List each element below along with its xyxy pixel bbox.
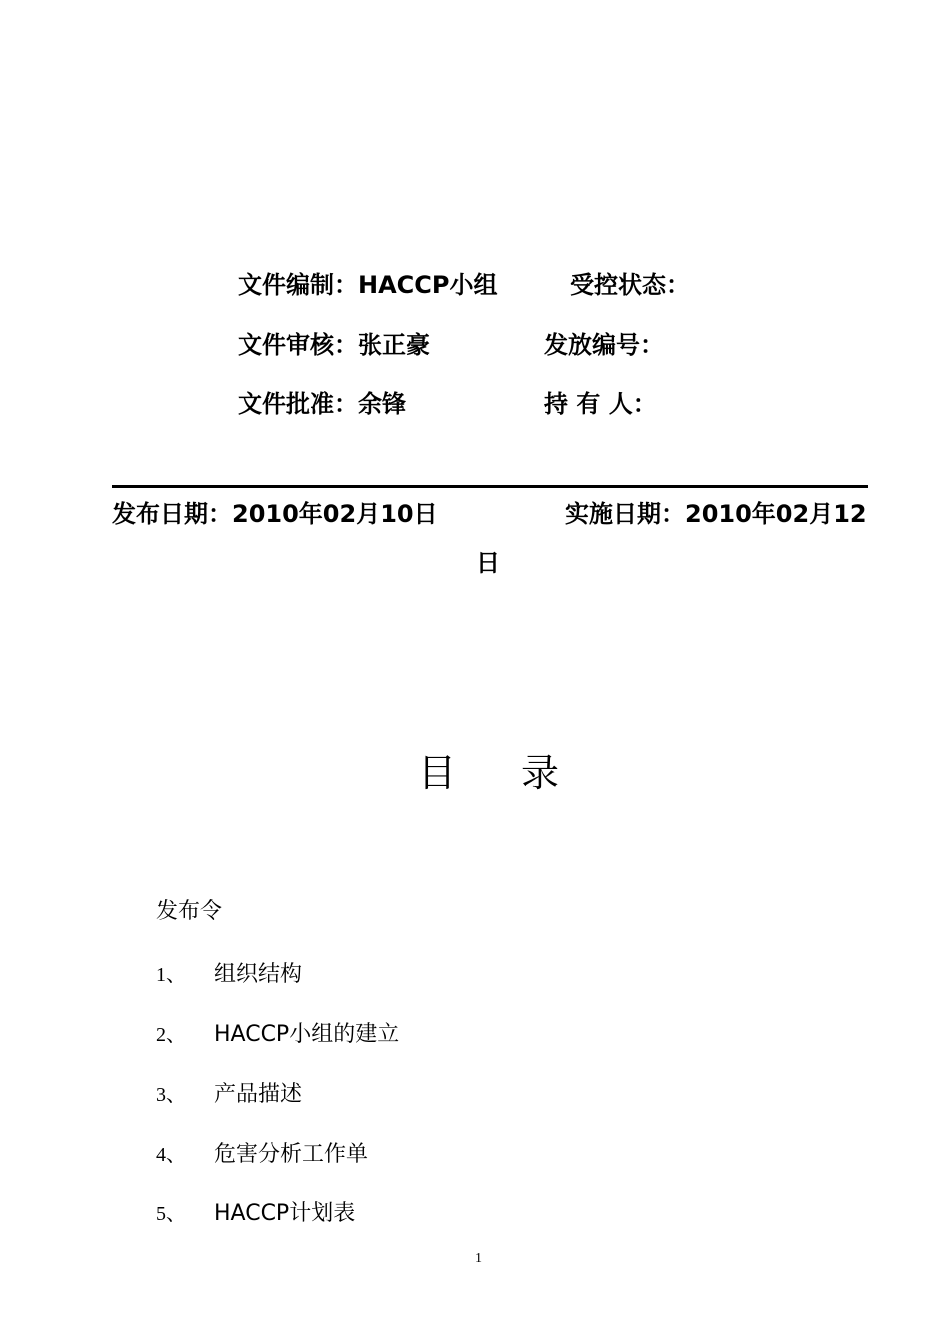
effective-date: 实施日期：2010年02月12 xyxy=(565,500,867,528)
toc-item-label[interactable]: HACCP计划表 xyxy=(214,1201,356,1226)
effective-date-wrap: 日 xyxy=(476,549,500,577)
page-number: 1 xyxy=(475,1251,482,1266)
approver-field: 文件批准：余锋 xyxy=(238,390,406,418)
toc-item-number: 5、 xyxy=(156,1203,186,1225)
toc-title-left: 目 xyxy=(418,751,457,795)
toc-item-number: 3、 xyxy=(156,1084,186,1106)
toc-preface[interactable]: 发布令 xyxy=(156,899,223,924)
toc-item-label[interactable]: 危害分析工作单 xyxy=(214,1142,369,1167)
issue-number-field: 发放编号： xyxy=(544,331,664,359)
toc-item[interactable] xyxy=(156,1197,186,1226)
toc-item-number: 2、 xyxy=(156,1024,186,1046)
toc-item[interactable] xyxy=(156,1078,186,1107)
toc-item[interactable] xyxy=(156,1018,186,1047)
toc-item[interactable] xyxy=(156,1138,186,1167)
toc-item-label[interactable]: HACCP小组的建立 xyxy=(214,1022,400,1047)
release-date: 发布日期：2010年02月10日 xyxy=(112,500,438,528)
toc-item-label[interactable]: 产品描述 xyxy=(214,1082,303,1107)
toc-item-number: 4、 xyxy=(156,1144,186,1166)
toc-item-number: 1、 xyxy=(156,964,186,986)
toc-title-right: 录 xyxy=(521,751,560,795)
control-status-field: 受控状态： xyxy=(570,271,690,299)
toc-item-label[interactable]: 组织结构 xyxy=(214,962,303,987)
reviewer-field: 文件审核：张正豪 xyxy=(238,331,430,359)
compiler-field: 文件编制：HACCP小组 xyxy=(238,271,498,299)
divider-rule xyxy=(112,485,868,488)
holder-field: 持 有 人： xyxy=(544,390,657,418)
toc-item[interactable] xyxy=(156,958,186,987)
